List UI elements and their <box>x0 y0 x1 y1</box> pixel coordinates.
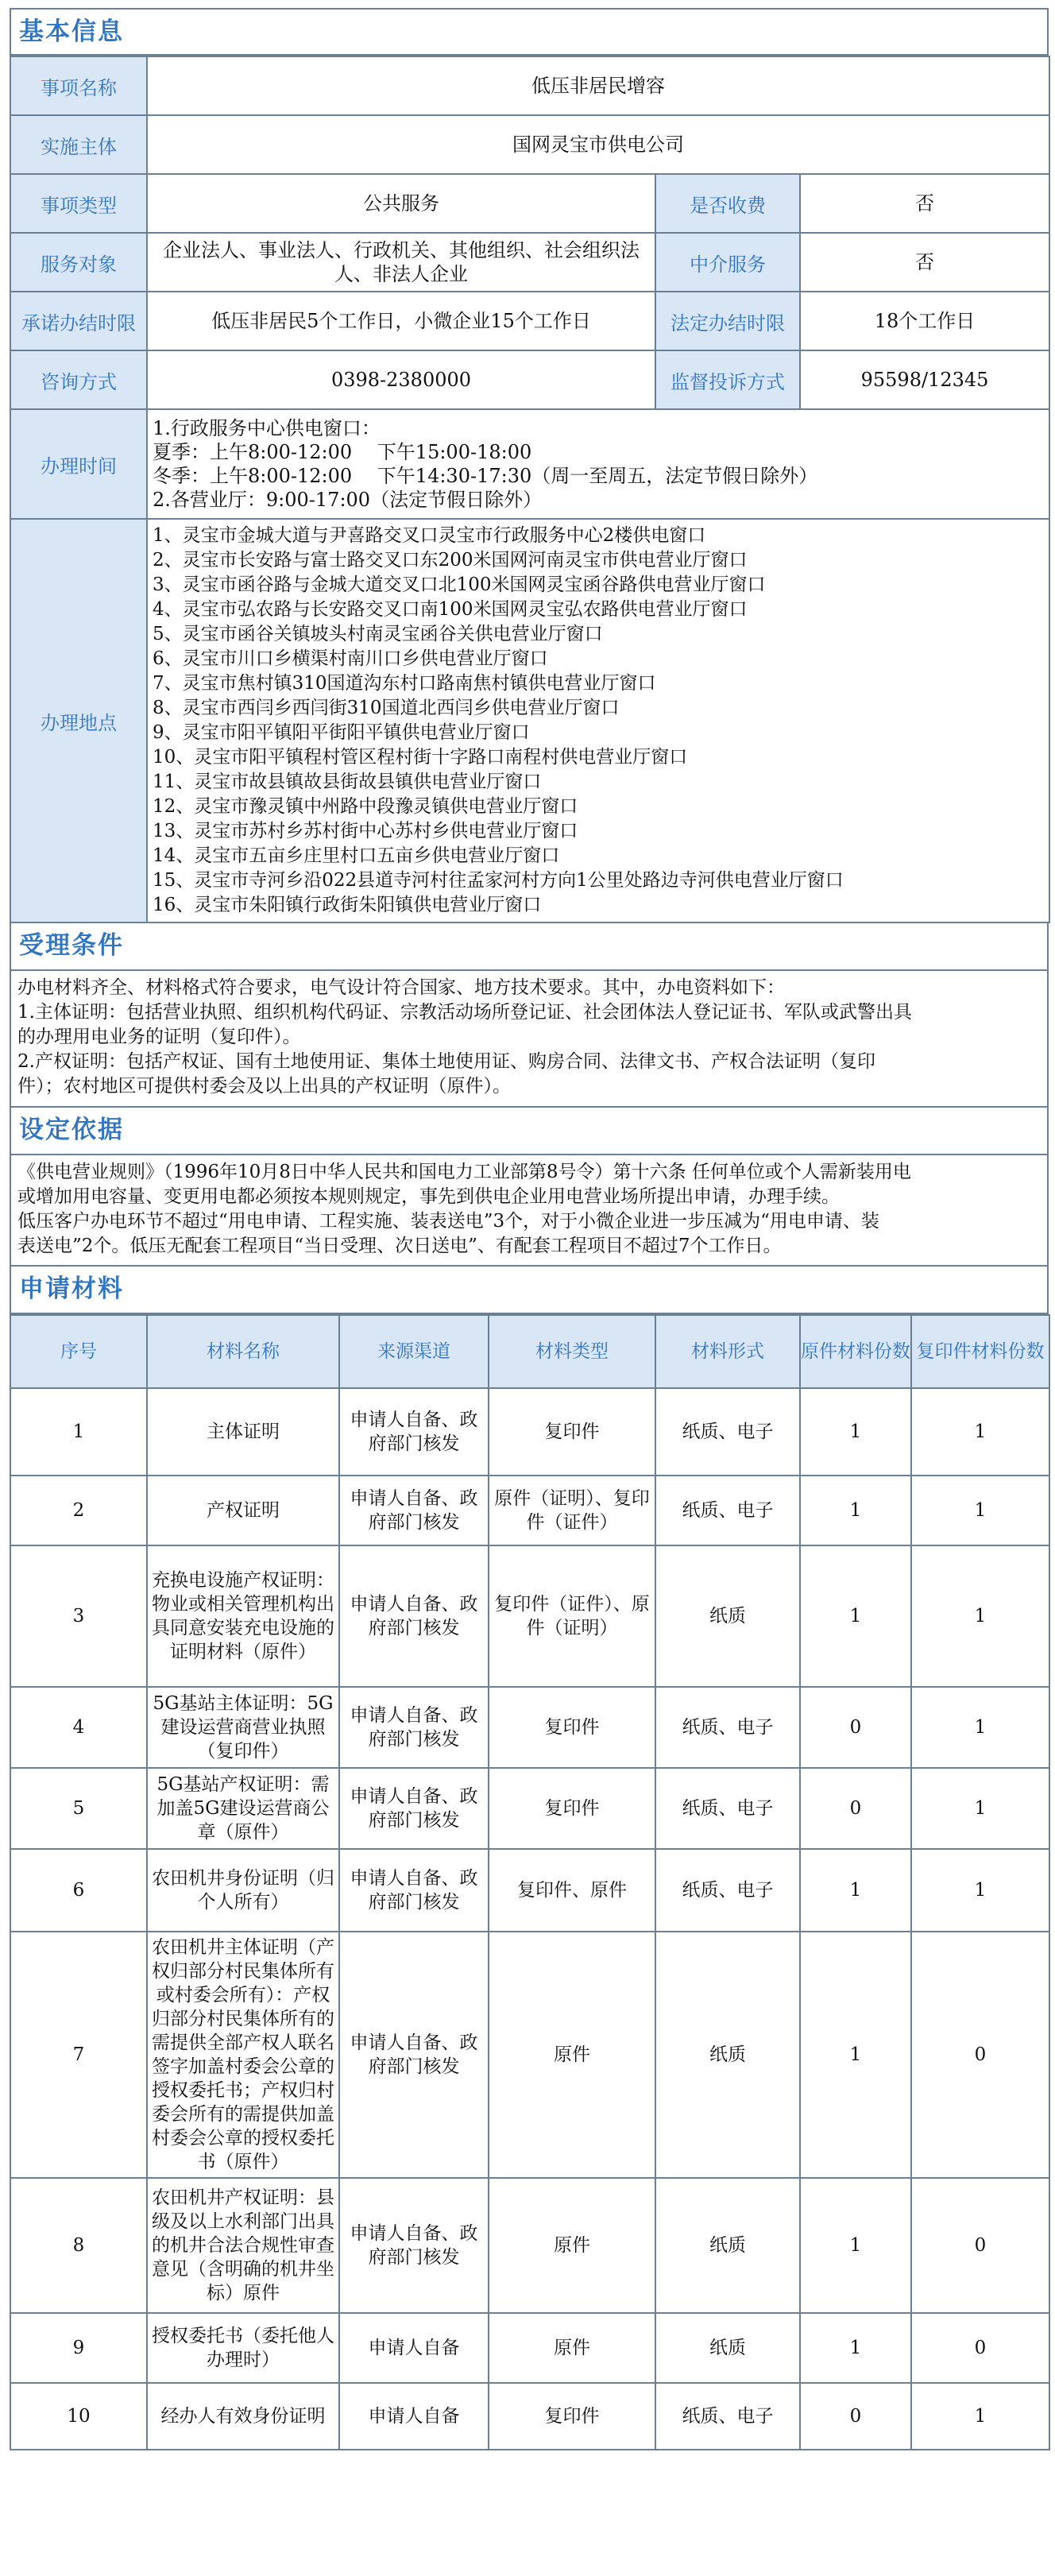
row-copy-count: 1 <box>911 1687 1049 1768</box>
table-row <box>10 1849 1049 1932</box>
row-type: 复印件（证件）、原件（证明） <box>489 1545 655 1687</box>
legal-label: 法定办结时限 <box>655 292 800 350</box>
complaint-label: 监督投诉方式 <box>655 350 800 409</box>
row-original-count: 1 <box>800 2313 911 2383</box>
row-no: 1 <box>10 1388 147 1476</box>
place-item: 15、灵宝市寺河乡沿022县道寺河村往孟家河村方向1公里处路边寺河供电营业厅窗口 <box>153 870 844 891</box>
basis-body <box>10 1155 1049 1267</box>
row-original-count: 0 <box>800 2383 911 2450</box>
agency-value: 否 <box>800 233 1049 292</box>
table-row <box>10 2313 1049 2383</box>
place-item: 1、灵宝市金城大道与尹喜路交叉口灵宝市行政服务中心2楼供电窗口 <box>153 525 706 546</box>
hours-value <box>147 409 1049 519</box>
subject-value: 国网灵宝市供电公司 <box>147 115 1049 174</box>
row-name: 产权证明 <box>147 1476 339 1545</box>
table-row <box>10 2178 1049 2313</box>
hours-line: 夏季：上午8:00-12:00 下午15:00-18:00 <box>153 441 532 463</box>
row-form: 纸质、电子 <box>655 1849 800 1932</box>
place-item: 7、灵宝市焦村镇310国道沟东村口路南焦村镇供电营业厅窗口 <box>153 673 656 694</box>
conditions-line: 件）；农村地区可提供村委会及以上出具的产权证明（原件）。 <box>17 1076 511 1097</box>
row-name: 充换电设施产权证明：物业或相关管理机构出具同意安装充电设施的证明材料（原件） <box>147 1545 339 1687</box>
place-item: 5、灵宝市函谷关镇坡头村南灵宝函谷关供电营业厅窗口 <box>153 624 603 644</box>
target-value: 企业法人、事业法人、行政机关、其他组织、社会组织法人、非法人企业 <box>147 233 655 292</box>
place-item: 14、灵宝市五亩乡庄里村口五亩乡供电营业厅窗口 <box>153 845 560 866</box>
row-type: 复印件 <box>489 1388 655 1476</box>
type-label: 事项类型 <box>10 174 147 233</box>
basic-info-heading: 基本信息 <box>10 8 1049 56</box>
row-source: 申请人自备、政府部门核发 <box>339 1849 489 1932</box>
place-item: 16、灵宝市朱阳镇行政街朱阳镇供电营业厅窗口 <box>153 895 542 915</box>
row-copy-count: 1 <box>911 1768 1049 1849</box>
row-copy-count: 0 <box>911 1932 1049 2178</box>
legal-value: 18个工作日 <box>800 292 1049 350</box>
promise-value: 低压非居民5个工作日，小微企业15个工作日 <box>147 292 655 350</box>
row-type: 原件 <box>489 2313 655 2383</box>
hours-line: 1.行政服务中心供电窗口： <box>153 417 381 439</box>
row-original-count: 1 <box>800 2178 911 2313</box>
row-name: 授权委托书（委托他人办理时） <box>147 2313 339 2383</box>
row-type: 原件（证明）、复印件（证件） <box>489 1476 655 1545</box>
consult-value: 0398-2380000 <box>147 350 655 409</box>
conditions-line: 的办理用电业务的证明（复印件）。 <box>17 1027 301 1047</box>
row-original-count: 1 <box>800 1932 911 2178</box>
row-original-count: 0 <box>800 1768 911 1849</box>
row-no: 7 <box>10 1932 147 2178</box>
row-source: 申请人自备、政府部门核发 <box>339 1768 489 1849</box>
row-no: 3 <box>10 1545 147 1687</box>
basis-line: 《供电营业规则》（1996年10月8日中华人民共和国电力工业部第8号令）第十六条 任何单位或个人需新装用电 <box>17 1162 911 1182</box>
complaint-value: 95598/12345 <box>800 350 1049 409</box>
row-form: 纸质、电子 <box>655 1388 800 1476</box>
place-item: 4、灵宝市弘农路与长安路交叉口南100米国网灵宝弘农路供电营业厅窗口 <box>153 599 748 620</box>
conditions-line: 办电材料齐全、材料格式符合要求，电气设计符合国家、地方技术要求。其中，办电资料如下： <box>17 977 785 998</box>
table-row <box>10 1476 1049 1545</box>
table-row <box>10 1388 1049 1476</box>
item-name-value: 低压非居民增容 <box>147 56 1049 115</box>
place-item: 2、灵宝市长安路与富士路交叉口东200米国网河南灵宝市供电营业厅窗口 <box>153 550 748 571</box>
row-name: 5G基站主体证明：5G建设运营商营业执照（复印件） <box>147 1687 339 1768</box>
basis-line: 表送电”2个。低压无配套工程项目“当日受理、次日送电”、有配套工程项目不超过7个工作日。 <box>17 1236 782 1256</box>
col-header-copy-count: 复印件材料份数 <box>911 1315 1049 1388</box>
col-header-form: 材料形式 <box>655 1315 800 1388</box>
row-form: 纸质 <box>655 1545 800 1687</box>
conditions-heading: 受理条件 <box>10 923 1049 971</box>
row-copy-count: 1 <box>911 1476 1049 1545</box>
fee-label: 是否收费 <box>655 174 800 233</box>
materials-rows <box>10 1388 1049 2450</box>
row-form: 纸质 <box>655 1932 800 2178</box>
hours-line: 冬季：上午8:00-12:00 下午14:30-17:30（周一至周五，法定节假日除外） <box>153 465 818 487</box>
col-header-no: 序号 <box>10 1315 147 1388</box>
materials-table <box>10 1314 1050 2450</box>
type-value: 公共服务 <box>147 174 655 233</box>
table-row <box>10 2383 1049 2450</box>
row-name: 经办人有效身份证明 <box>147 2383 339 2450</box>
target-label: 服务对象 <box>10 233 147 292</box>
row-original-count: 1 <box>800 1476 911 1545</box>
col-header-name: 材料名称 <box>147 1315 339 1388</box>
place-item: 3、灵宝市函谷路与金城大道交叉口北100米国网灵宝函谷路供电营业厅窗口 <box>153 574 766 595</box>
place-item: 8、灵宝市西闫乡西闫街310国道北西闫乡供电营业厅窗口 <box>153 698 620 718</box>
place-item: 6、灵宝市川口乡横渠村南川口乡供电营业厅窗口 <box>153 648 548 669</box>
row-type: 复印件 <box>489 1768 655 1849</box>
row-copy-count: 1 <box>911 2383 1049 2450</box>
conditions-line: 2.产权证明：包括产权证、国有土地使用证、集体土地使用证、购房合同、法律文书、产权合法证明（复印 <box>17 1051 875 1072</box>
conditions-body <box>10 971 1049 1108</box>
row-copy-count: 1 <box>911 1388 1049 1476</box>
row-name: 主体证明 <box>147 1388 339 1476</box>
row-original-count: 0 <box>800 1687 911 1768</box>
table-row <box>10 1687 1049 1768</box>
places-value <box>147 519 1049 922</box>
row-no: 6 <box>10 1849 147 1932</box>
row-form: 纸质、电子 <box>655 1476 800 1545</box>
basis-heading: 设定依据 <box>10 1108 1049 1155</box>
agency-label: 中介服务 <box>655 233 800 292</box>
row-type: 复印件、原件 <box>489 1849 655 1932</box>
row-original-count: 1 <box>800 1849 911 1932</box>
row-source: 申请人自备 <box>339 2313 489 2383</box>
row-no: 4 <box>10 1687 147 1768</box>
row-type: 复印件 <box>489 1687 655 1768</box>
row-name: 农田机井主体证明（产权归部分村民集体所有或村委会所有）：产权归部分村民集体所有的需提供全部产权人联名签字加盖村委会公章的授权委托书；产权归村委会所有的需提供加盖村委会公章的授权委托书（原件） <box>147 1932 339 2178</box>
row-name: 农田机井身份证明（归个人所有） <box>147 1849 339 1932</box>
place-item: 11、灵宝市故县镇故县街故县镇供电营业厅窗口 <box>153 772 542 792</box>
service-guide <box>10 8 1049 2450</box>
row-name: 农田机井产权证明：县级及以上水利部门出具的机井合法合规性审查意见（含明确的机井坐标）原件 <box>147 2178 339 2313</box>
row-no: 10 <box>10 2383 147 2450</box>
row-source: 申请人自备、政府部门核发 <box>339 1687 489 1768</box>
row-source: 申请人自备、政府部门核发 <box>339 2178 489 2313</box>
conditions-line: 1.主体证明：包括营业执照、组织机构代码证、宗教活动场所登记证、社会团体法人登记证书、军队或武警出具 <box>17 1002 912 1023</box>
col-header-type: 材料类型 <box>489 1315 655 1388</box>
materials-heading: 申请材料 <box>10 1267 1049 1314</box>
basis-line: 或增加用电容量、变更用电都必须按本规则规定，事先到供电企业用电营业场所提出申请，办理手续。 <box>17 1186 840 1207</box>
row-form: 纸质 <box>655 2313 800 2383</box>
place-item: 10、灵宝市阳平镇程村管区程村街十字路口南程村供电营业厅窗口 <box>153 747 688 768</box>
row-no: 5 <box>10 1768 147 1849</box>
row-copy-count: 0 <box>911 2178 1049 2313</box>
row-copy-count: 1 <box>911 1545 1049 1687</box>
table-row <box>10 1545 1049 1687</box>
row-copy-count: 1 <box>911 1849 1049 1932</box>
col-header-source: 来源渠道 <box>339 1315 489 1388</box>
row-form: 纸质、电子 <box>655 2383 800 2450</box>
basic-info-table <box>10 56 1050 923</box>
row-no: 9 <box>10 2313 147 2383</box>
row-source: 申请人自备、政府部门核发 <box>339 1476 489 1545</box>
row-no: 2 <box>10 1476 147 1545</box>
place-item: 13、灵宝市苏村乡苏村街中心苏村乡供电营业厅窗口 <box>153 821 578 841</box>
col-header-original-count: 原件材料份数 <box>800 1315 911 1388</box>
row-name: 5G基站产权证明：需加盖5G建设运营商公章（原件） <box>147 1768 339 1849</box>
promise-label: 承诺办结时限 <box>10 292 147 350</box>
item-name-label: 事项名称 <box>10 56 147 115</box>
row-form: 纸质 <box>655 2178 800 2313</box>
row-form: 纸质、电子 <box>655 1768 800 1849</box>
subject-label: 实施主体 <box>10 115 147 174</box>
place-item: 12、灵宝市豫灵镇中州路中段豫灵镇供电营业厅窗口 <box>153 796 578 817</box>
place-item: 9、灵宝市阳平镇阳平街阳平镇供电营业厅窗口 <box>153 722 530 743</box>
fee-value: 否 <box>800 174 1049 233</box>
places-label: 办理地点 <box>10 519 147 922</box>
row-type: 原件 <box>489 2178 655 2313</box>
row-copy-count: 0 <box>911 2313 1049 2383</box>
row-source: 申请人自备、政府部门核发 <box>339 1932 489 2178</box>
table-row <box>10 1932 1049 2178</box>
row-original-count: 1 <box>800 1545 911 1687</box>
hours-label: 办理时间 <box>10 409 147 519</box>
basis-line: 低压客户办电环节不超过“用电申请、工程实施、装表送电”3个，对于小微企业进一步压减为“用电申请、装 <box>17 1211 879 1232</box>
row-form: 纸质、电子 <box>655 1687 800 1768</box>
row-type: 原件 <box>489 1932 655 2178</box>
row-source: 申请人自备 <box>339 2383 489 2450</box>
hours-line: 2.各营业厅：9:00-17:00（法定节假日除外） <box>153 489 543 511</box>
row-source: 申请人自备、政府部门核发 <box>339 1388 489 1476</box>
row-source: 申请人自备、政府部门核发 <box>339 1545 489 1687</box>
row-original-count: 1 <box>800 1388 911 1476</box>
consult-label: 咨询方式 <box>10 350 147 409</box>
row-type: 复印件 <box>489 2383 655 2450</box>
table-row <box>10 1768 1049 1849</box>
row-no: 8 <box>10 2178 147 2313</box>
